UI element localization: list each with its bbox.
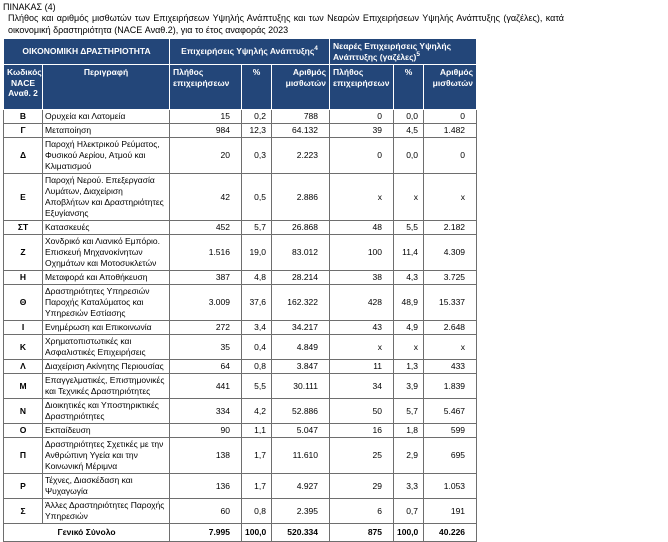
table-body — [4, 110, 477, 524]
value-cell: 0 — [330, 110, 394, 124]
value-cell: 441 — [170, 374, 242, 399]
value-cell: 334 — [170, 399, 242, 424]
value-cell: 138 — [170, 438, 242, 474]
value-cell: 2.395 — [272, 499, 330, 524]
value-cell: 5,5 — [394, 221, 424, 235]
value-cell: 428 — [330, 285, 394, 321]
high-growth-group-header — [170, 39, 330, 65]
value-cell: 2,9 — [394, 438, 424, 474]
activity-description-cell: Ορυχεία και Λατομεία — [43, 110, 170, 124]
value-cell: 11.610 — [272, 438, 330, 474]
value-cell: x — [424, 335, 477, 360]
value-cell: 50 — [330, 399, 394, 424]
value-cell: 695 — [424, 438, 477, 474]
value-cell: 5,7 — [394, 399, 424, 424]
value-cell: 15 — [170, 110, 242, 124]
nace-code-cell: Π — [4, 438, 43, 474]
value-cell: 26.868 — [272, 221, 330, 235]
total-value-cell: 100,0 — [394, 524, 424, 542]
value-cell: 4,9 — [394, 321, 424, 335]
nace-code-cell: Ι — [4, 321, 43, 335]
value-cell: x — [330, 335, 394, 360]
value-cell: 4.927 — [272, 474, 330, 499]
value-cell: 34.217 — [272, 321, 330, 335]
value-cell: 0 — [330, 138, 394, 174]
nace-code-cell: Ε — [4, 174, 43, 221]
value-cell: 4,3 — [394, 271, 424, 285]
value-cell: x — [330, 174, 394, 221]
grand-total-row — [4, 524, 477, 542]
table-row — [4, 271, 477, 285]
value-cell: 0,3 — [242, 138, 272, 174]
nace-code-cell: Η — [4, 271, 43, 285]
nace-code-cell: Ο — [4, 424, 43, 438]
value-cell: 3.725 — [424, 271, 477, 285]
table-footer — [4, 524, 477, 542]
value-cell: x — [394, 335, 424, 360]
table-row — [4, 360, 477, 374]
value-cell: 30.111 — [272, 374, 330, 399]
value-cell: 5.467 — [424, 399, 477, 424]
economic-activity-header: ΟΙΚΟΝΟΜΙΚΗ ΔΡΑΣΤΗΡΙΟΤΗΤΑ — [4, 39, 170, 65]
activity-description-cell: Εκπαίδευση — [43, 424, 170, 438]
value-cell: 3,3 — [394, 474, 424, 499]
gazelles-group-label: Νεαρές Επιχειρήσεις Υψηλής Ανάπτυξης (γαζέλες) — [333, 41, 452, 62]
value-cell: 1,7 — [242, 438, 272, 474]
value-cell: 3,4 — [242, 321, 272, 335]
value-cell: 4.309 — [424, 235, 477, 271]
value-cell: 60 — [170, 499, 242, 524]
value-cell: 2.886 — [272, 174, 330, 221]
statistics-table — [3, 38, 477, 542]
group-header-row — [4, 39, 477, 65]
value-cell: 0,4 — [242, 335, 272, 360]
activity-description-cell: Χονδρικό και Λιανικό Εμπόριο. Επισκευή Μηχανοκίνητων Οχημάτων και Μοτοσυκλετών — [43, 235, 170, 271]
value-cell: 0,8 — [242, 360, 272, 374]
value-cell: 433 — [424, 360, 477, 374]
value-cell: 19,0 — [242, 235, 272, 271]
description-header: Περιγραφή — [43, 65, 170, 110]
value-cell: 0 — [424, 110, 477, 124]
value-cell: 0 — [424, 138, 477, 174]
value-cell: 4,2 — [242, 399, 272, 424]
nace-code-cell: ΣΤ — [4, 221, 43, 235]
value-cell: 1,3 — [394, 360, 424, 374]
value-cell: 64 — [170, 360, 242, 374]
table-row — [4, 138, 477, 174]
table-row — [4, 110, 477, 124]
value-cell: 6 — [330, 499, 394, 524]
value-cell: 1,1 — [242, 424, 272, 438]
total-value-cell: 520.334 — [272, 524, 330, 542]
table-row — [4, 285, 477, 321]
activity-description-cell: Διοικητικές και Υποστηρικτικές Δραστηριότητες — [43, 399, 170, 424]
value-cell: 20 — [170, 138, 242, 174]
value-cell: 11,4 — [394, 235, 424, 271]
value-cell: 83.012 — [272, 235, 330, 271]
value-cell: 0,8 — [242, 499, 272, 524]
value-cell: 599 — [424, 424, 477, 438]
value-cell: 28.214 — [272, 271, 330, 285]
value-cell: 2.223 — [272, 138, 330, 174]
value-cell: 0,0 — [394, 110, 424, 124]
nace-code-cell: Θ — [4, 285, 43, 321]
value-cell: 2.648 — [424, 321, 477, 335]
table-row — [4, 221, 477, 235]
value-cell: x — [424, 174, 477, 221]
activity-description-cell: Μεταφορά και Αποθήκευση — [43, 271, 170, 285]
table-header — [4, 39, 477, 110]
value-cell: 0,7 — [394, 499, 424, 524]
value-cell: 39 — [330, 124, 394, 138]
value-cell: 387 — [170, 271, 242, 285]
value-cell: 29 — [330, 474, 394, 499]
value-cell: 162.322 — [272, 285, 330, 321]
activity-description-cell: Παροχή Νερού. Επεξεργασία Λυμάτων, Διαχείριση Αποβλήτων και Δραστηριότητες Εξυγίανσης — [43, 174, 170, 221]
value-cell: 1,7 — [242, 474, 272, 499]
nace-code-cell: Σ — [4, 499, 43, 524]
table-subtitle: Πλήθος και αριθμός μισθωτών των Επιχειρήσεων Υψηλής Ανάπτυξης και των Νεαρών Επιχειρήσεων Υψηλής Ανάπτυξης (γαζέλες), κατά οικονομική δραστηριότητα (NACE Αναθ.2), για το έτος αναφοράς 2023 — [8, 13, 564, 35]
gz-enterprise-count-header: Πλήθος επιχειρήσεων — [330, 65, 394, 110]
nace-code-cell: Δ — [4, 138, 43, 174]
value-cell: 1.839 — [424, 374, 477, 399]
table-row — [4, 399, 477, 424]
nace-code-cell: Γ — [4, 124, 43, 138]
footnote-marker-5: 5 — [416, 50, 420, 58]
value-cell: 0,2 — [242, 110, 272, 124]
value-cell: 1,8 — [394, 424, 424, 438]
activity-description-cell: Κατασκευές — [43, 221, 170, 235]
nace-code-cell: Μ — [4, 374, 43, 399]
footnote-marker-4: 4 — [314, 45, 318, 53]
value-cell: 1.516 — [170, 235, 242, 271]
value-cell: 0,0 — [394, 138, 424, 174]
value-cell: 100 — [330, 235, 394, 271]
page-title: ΠΙΝΑΚΑΣ (4) — [3, 2, 56, 12]
value-cell: 64.132 — [272, 124, 330, 138]
high-growth-group-label: Επιχειρήσεις Υψηλής Ανάπτυξης — [181, 46, 315, 57]
table-row — [4, 124, 477, 138]
value-cell: 136 — [170, 474, 242, 499]
value-cell: 11 — [330, 360, 394, 374]
total-value-cell: 7.995 — [170, 524, 242, 542]
hg-enterprise-count-header: Πλήθος επιχειρήσεων — [170, 65, 242, 110]
value-cell: 37,6 — [242, 285, 272, 321]
value-cell: 48,9 — [394, 285, 424, 321]
table-row — [4, 499, 477, 524]
gz-employee-count-header: Αριθμός μισθωτών — [424, 65, 477, 110]
nace-code-cell: Ν — [4, 399, 43, 424]
grand-total-label: Γενικό Σύνολο — [4, 524, 170, 542]
value-cell: 38 — [330, 271, 394, 285]
value-cell: 4.849 — [272, 335, 330, 360]
value-cell: 35 — [170, 335, 242, 360]
value-cell: 2.182 — [424, 221, 477, 235]
table-row — [4, 474, 477, 499]
table-row — [4, 438, 477, 474]
gz-percent-header: % — [394, 65, 424, 110]
value-cell: 43 — [330, 321, 394, 335]
value-cell: 0,5 — [242, 174, 272, 221]
value-cell: 34 — [330, 374, 394, 399]
activity-description-cell: Παροχή Ηλεκτρικού Ρεύματος, Φυσικού Αερίου, Ατμού και Κλιματισμού — [43, 138, 170, 174]
hg-employee-count-header: Αριθμός μισθωτών — [272, 65, 330, 110]
value-cell: 12,3 — [242, 124, 272, 138]
table-row — [4, 174, 477, 221]
gazelles-group-header — [330, 39, 477, 65]
activity-description-cell: Άλλες Δραστηριότητες Παροχής Υπηρεσιών — [43, 499, 170, 524]
value-cell: 3,9 — [394, 374, 424, 399]
table-row — [4, 374, 477, 399]
value-cell: 788 — [272, 110, 330, 124]
activity-description-cell: Δραστηριότητες Υπηρεσιών Παροχής Καταλύματος και Υπηρεσιών Εστίασης — [43, 285, 170, 321]
table-row — [4, 335, 477, 360]
nace-code-cell: Κ — [4, 335, 43, 360]
value-cell: 191 — [424, 499, 477, 524]
nace-code-cell: Λ — [4, 360, 43, 374]
value-cell: 42 — [170, 174, 242, 221]
value-cell: 4,8 — [242, 271, 272, 285]
table-row — [4, 321, 477, 335]
value-cell: 25 — [330, 438, 394, 474]
nace-code-header: Κωδικός NACE Αναθ. 2 — [4, 65, 43, 110]
value-cell: 16 — [330, 424, 394, 438]
value-cell: 3.009 — [170, 285, 242, 321]
value-cell: x — [394, 174, 424, 221]
value-cell: 5,7 — [242, 221, 272, 235]
total-value-cell: 40.226 — [424, 524, 477, 542]
value-cell: 5.047 — [272, 424, 330, 438]
value-cell: 452 — [170, 221, 242, 235]
value-cell: 5,5 — [242, 374, 272, 399]
table-row — [4, 424, 477, 438]
value-cell: 4,5 — [394, 124, 424, 138]
table-row — [4, 235, 477, 271]
nace-code-cell: Ζ — [4, 235, 43, 271]
nace-code-cell: Β — [4, 110, 43, 124]
value-cell: 1.053 — [424, 474, 477, 499]
total-value-cell: 875 — [330, 524, 394, 542]
value-cell: 984 — [170, 124, 242, 138]
hg-percent-header: % — [242, 65, 272, 110]
activity-description-cell: Μεταποίηση — [43, 124, 170, 138]
activity-description-cell: Δραστηριότητες Σχετικές με την Ανθρώπινη Υγεία και την Κοινωνική Μέριμνα — [43, 438, 170, 474]
value-cell: 1.482 — [424, 124, 477, 138]
sub-header-row — [4, 65, 477, 110]
nace-code-cell: Ρ — [4, 474, 43, 499]
activity-description-cell: Επαγγελματικές, Επιστημονικές και Τεχνικές Δραστηριότητες — [43, 374, 170, 399]
value-cell: 272 — [170, 321, 242, 335]
total-value-cell: 100,0 — [242, 524, 272, 542]
activity-description-cell: Χρηματοπιστωτικές και Ασφαλιστικές Επιχειρήσεις — [43, 335, 170, 360]
activity-description-cell: Διαχείριση Ακίνητης Περιουσίας — [43, 360, 170, 374]
value-cell: 90 — [170, 424, 242, 438]
value-cell: 52.886 — [272, 399, 330, 424]
value-cell: 3.847 — [272, 360, 330, 374]
value-cell: 48 — [330, 221, 394, 235]
activity-description-cell: Ενημέρωση και Επικοινωνία — [43, 321, 170, 335]
value-cell: 15.337 — [424, 285, 477, 321]
activity-description-cell: Τέχνες, Διασκέδαση και Ψυχαγωγία — [43, 474, 170, 499]
